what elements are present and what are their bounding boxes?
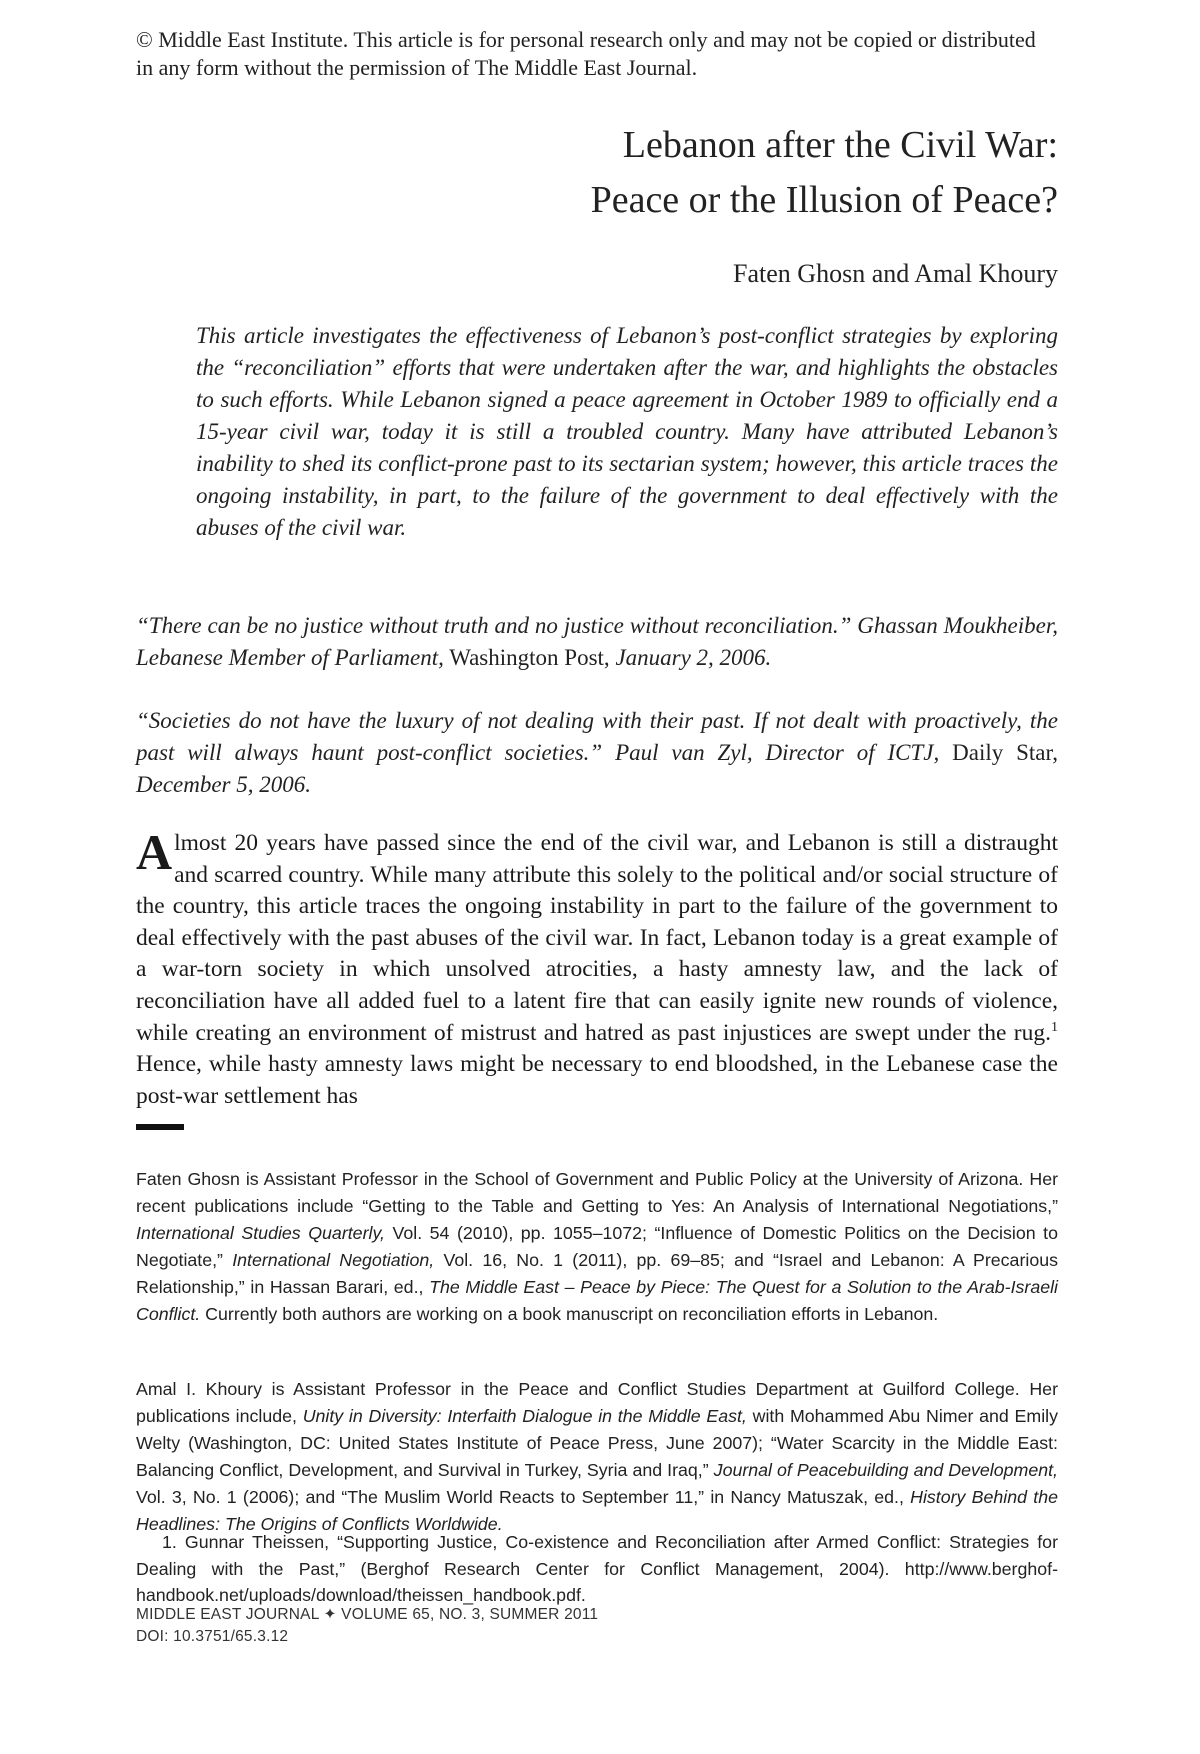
body-paragraph	[136, 824, 1058, 1112]
bio-khoury-journal: Journal of Peacebuilding and Development,	[713, 1460, 1058, 1480]
epigraph-1-source: Washington Post,	[449, 645, 610, 670]
drop-cap: A	[136, 824, 173, 880]
bio-ghosn-text-3: Vol. 16, No. 1 (2011), pp. 69–85; and “Israel and Lebanon: A Precarious Relationship,” in Hassan Barari, ed.,	[136, 1250, 1058, 1297]
bio-ghosn-text-1: Faten Ghosn is Assistant Professor in the School of Government and Public Policy at the University of Arizona. Her recent publications include “Getting to the Table and Getting to Yes: An Analysis of International Negotiations,”	[136, 1169, 1058, 1216]
title-line-2: Peace or the Illusion of Peace?	[590, 179, 1058, 221]
footnote-number: 1.	[162, 1532, 177, 1552]
bio-ghosn-text-4: Currently both authors are working on a book manuscript on reconciliation efforts in Lebanon.	[200, 1304, 939, 1324]
footnote-1	[136, 1529, 1058, 1609]
bio-ghosn-journal-2: International Negotiation,	[232, 1250, 435, 1270]
bio-khoury-text-2: with Mohammed Abu Nimer and Emily Welty (Washington, DC: United States Institute of Peace Press, June 2007); “Water Scarcity in the Middle East: Balancing Conflict, Development, and Survival in Turkey, Syria and Iraq,”	[136, 1406, 1058, 1480]
author-names: Faten Ghosn and Amal Khoury	[733, 259, 1058, 288]
bio-khoury-book-2: History Behind the Headlines: The Origins of Conflicts Worldwide.	[136, 1487, 1058, 1534]
epigraph-2-source: Daily Star,	[952, 740, 1058, 765]
bio-khoury-book-1: Unity in Diversity: Interfaith Dialogue in the Middle East,	[302, 1406, 747, 1426]
body-text-part-2: Hence, while hasty amnesty laws might be necessary to end bloodshed, in the Lebanese case the post-war settlement has	[136, 1051, 1058, 1109]
copyright-notice: © Middle East Institute. This article is for personal research only and may not be copied or distributed in any form without the permission of The Middle East Journal.	[136, 27, 1036, 80]
separator-icon: ✦	[323, 1606, 337, 1623]
body-text-part-1: lmost 20 years have passed since the end of the civil war, and Lebanon is still a distraught and scarred country. While many attribute this solely to the political and/or social structure of the country, this article traces the ongoing instability in part to the failure of the government to deal effectively with the past abuses of the civil war. In fact, Lebanon today is a great example of a war-torn society in which unsolved atrocities, a hasty amnesty law, and the lack of reconciliation have all added fuel to a latent fire that can easily ignite new rounds of violence, while creating an environment of mistrust and hatred as past injustices are swept under the rug.	[136, 830, 1058, 1046]
bio-ghosn-text-2: Vol. 54 (2010), pp. 1055–1072; “Influence of Domestic Politics on the Decision to Negotiate,”	[136, 1223, 1058, 1270]
epigraph-2-quote: “Societies do not have the luxury of not dealing with their past. If not dealt with proactively, the past will always haunt post-conflict societies.” Paul van Zyl, Director of ICTJ,	[136, 708, 1058, 765]
author-bio-khoury	[136, 1376, 1058, 1538]
section-divider	[136, 1124, 184, 1130]
footnote-reference-1[interactable]: 1	[1050, 1018, 1058, 1035]
epigraph-1-quote: “There can be no justice without truth and no justice without reconciliation.” Ghassan Moukheiber, Lebanese Member of Parliament,	[136, 613, 1058, 670]
bio-khoury-text-1: Amal I. Khoury is Assistant Professor in the Peace and Conflict Studies Department at Guilford College. Her publications include,	[136, 1379, 1058, 1426]
epigraph-1	[136, 610, 1058, 674]
article-title	[136, 118, 1058, 228]
title-line-1: Lebanon after the Civil War:	[622, 124, 1058, 166]
epigraph-1-date: January 2, 2006.	[615, 645, 772, 670]
journal-footer	[136, 1604, 1058, 1648]
epigraph-2-date: December 5, 2006.	[136, 772, 312, 797]
bio-khoury-text-3: Vol. 3, No. 1 (2006); and “The Muslim World Reacts to September 11,” in Nancy Matuszak, ed.,	[136, 1487, 904, 1507]
journal-issue: VOLUME 65, NO. 3, SUMMER 2011	[341, 1606, 599, 1623]
journal-name: MIDDLE EAST JOURNAL	[136, 1606, 319, 1623]
abstract: This article investigates the effectiveness of Lebanon’s post-conflict strategies by exploring the “reconciliation” efforts that were undertaken after the war, and highlights the obstacles to such efforts. While Lebanon signed a peace agreement in October 1989 to officially end a 15-year civil war, today it is still a troubled country. Many have attributed Lebanon’s inability to shed its conflict-prone past to its sectarian system; however, this article traces the ongoing instability, in part, to the failure of the government to deal effectively with the abuses of the civil war.	[196, 323, 1058, 540]
doi: DOI: 10.3751/65.3.12	[136, 1628, 289, 1645]
epigraph-2	[136, 705, 1058, 801]
journal-citation	[136, 1604, 1058, 1626]
footnote-text: Gunnar Theissen, “Supporting Justice, Co-existence and Reconciliation after Armed Conflict: Strategies for Dealing with the Past,” (Berghof Research Center for Conflict Management, 2004). http://www.berghof-handbook.net/uploads/download/theissen_handbook.pdf.	[136, 1532, 1058, 1605]
bio-ghosn-journal-1: International Studies Quarterly,	[136, 1223, 385, 1243]
bio-ghosn-book-title: The Middle East – Peace by Piece: The Quest for a Solution to the Arab-Israeli Conflict.	[136, 1277, 1058, 1324]
author-bio-ghosn	[136, 1166, 1058, 1328]
